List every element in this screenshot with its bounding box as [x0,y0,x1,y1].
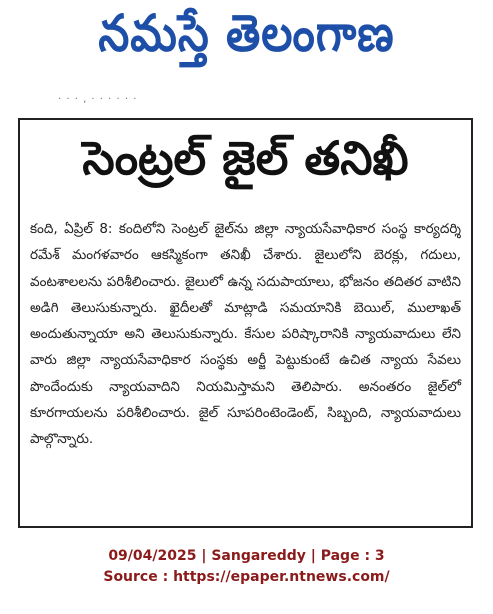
masthead [0,0,493,80]
source-footer [0,546,493,588]
article-clip [18,118,473,528]
article-body: కంది, ఏప్రిల్ 8: కందిలోని సెంట్రల్ జైల్‌ను జిల్లా న్యాయసేవాధికార సంస్థ కార్యదర్శి రమేశ్ మంగళవారం ఆకస్మికంగా తనిఖీ చేశారు. జైలులోని బెరక్లు, గదులు, వంటశాలలను పరిశీలించారు. జైలులో ఉన్న సదుపాయాలు, భోజనం తదితర వాటిని అడిగి తెలుసుకున్నారు. ఖైదీలతో మాట్లాడి సమయానికి బెయిల్, ములాఖత్ అందుతున్నాయా అని తెలుసుకున్నారు. కేసుల పరిష్కారానికి న్యాయవాదులు లేని వారు జిల్లా న్యాయసేవాధికార సంస్థకు అర్జీ పెట్టుకుంటే ఉచిత న్యాయ సేవలు పొందేందుకు న్యాయవాదిని నియమిస్తామని తెలిపారు. అనంతరం జైల్‌లో కూరగాయలను పరిశీలించారు. జైల్ సూపరింటెండెంట్, సిబ్బంది, న్యాయవాదులు పాల్గొన్నారు. [30,221,461,448]
scan-fragment: · · · , · · · · · · [58,94,138,105]
article-headline: సెంట్రల్ జైల్ తనిఖీ [82,131,409,185]
footer-date-line: 09/04/2025 | Sangareddy | Page : 3 [108,548,385,564]
footer-source-line: Source : https://epaper.ntnews.com/ [103,569,390,585]
masthead-title: నమస్తే తెలంగాణ [98,4,395,63]
